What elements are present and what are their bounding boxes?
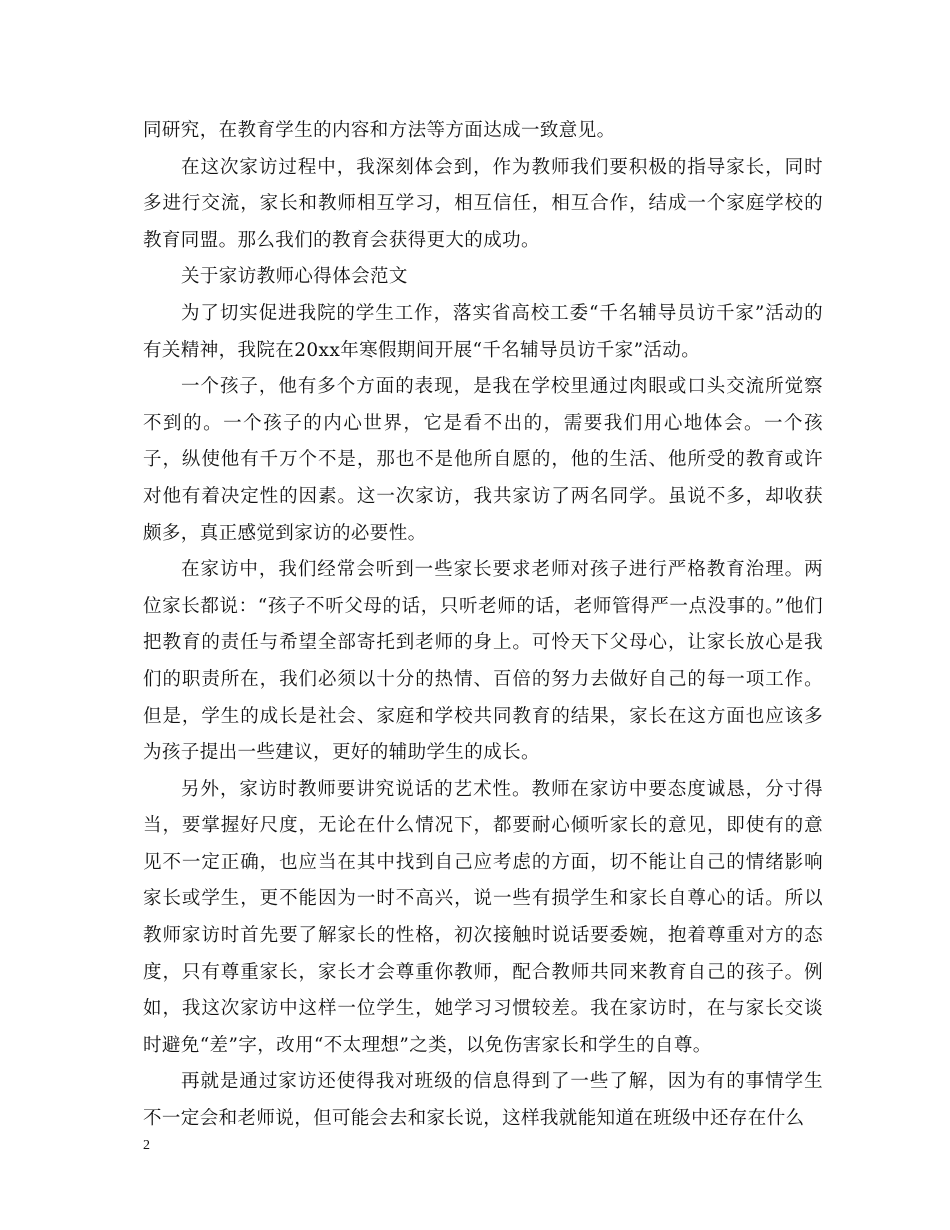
section-heading: 关于家访教师心得体会范文 <box>181 266 408 288</box>
paragraph: 一个孩子，他有多个方面的表现，是我在学校里通过肉眼或口头交流所觉察不到的。一个孩子的内心世界，它是看不出的，需要我们用心地体会。一个孩子，纵使他有千万个不是，那也不是他所自愿的，他的生活、他所受的教育或许对他有着决定性的因素。这一次家访，我共家访了两名同学。虽说不多，却收获颇多，真正感觉到家访的必要性。 <box>143 376 823 544</box>
paragraph-continuation: 同研究，在教育学生的内容和方法等方面达成一致意见。 <box>143 120 616 141</box>
page-number: 2 <box>143 1138 150 1153</box>
paragraph: 在家访中，我们经常会听到一些家长要求老师对孩子进行严格教育治理。两位家长都说：“孩子不听父母的话，只听老师的话，老师管得严一点没事的。”他们把教育的责任与希望全部寄托到老师的身上。可怜天下父母心，让家长放心是我们的职责所在，我们必须以十分的热情、百倍的努力去做好自己的每一项工作。但是，学生的成长是社会、家庭和学校共同教育的结果，家长在这方面也应该多为孩子提出一些建议，更好的辅助学生的成长。 <box>143 559 823 764</box>
document-body <box>143 113 823 1138</box>
paragraph: 另外，家访时教师要讲究说话的艺术性。教师在家访中要态度诚恳，分寸得当，要掌握好尺度，无论在什么情况下，都要耐心倾听家长的意见，即使有的意见不一定正确，也应当在其中找到自己应考虑的方面，切不能让自己的情绪影响家长或学生，更不能因为一时不高兴，说一些有损学生和家长自尊心的话。所以教师家访时首先要了解家长的性格，初次接触时说话要委婉，抱着尊重对方的态度，只有尊重家长，家长才会尊重你教师，配合教师共同来教育自己的孩子。例如，我这次家访中这样一位学生，她学习习惯较差。我在家访时，在与家长交谈时避免“差”字，改用“不太理想”之类，以免伤害家长和学生的自尊。 <box>143 778 823 1056</box>
paragraph: 在这次家访过程中，我深刻体会到，作为教师我们要积极的指导家长，同时多进行交流，家长和教师相互学习，相互信任，相互合作，结成一个家庭学校的教育同盟。那么我们的教育会获得更大的成功。 <box>143 156 823 251</box>
paragraph: 再就是通过家访还使得我对班级的信息得到了一些了解，因为有的事情学生不一定会和老师说，但可能会去和家长说，这样我就能知道在班级中还存在什么 <box>143 1071 823 1130</box>
paragraph: 为了切实促进我院的学生工作，落实省高校工委“千名辅导员访千家”活动的有关精神，我院在20xx年寒假期间开展“千名辅导员访千家”活动。 <box>143 302 823 361</box>
